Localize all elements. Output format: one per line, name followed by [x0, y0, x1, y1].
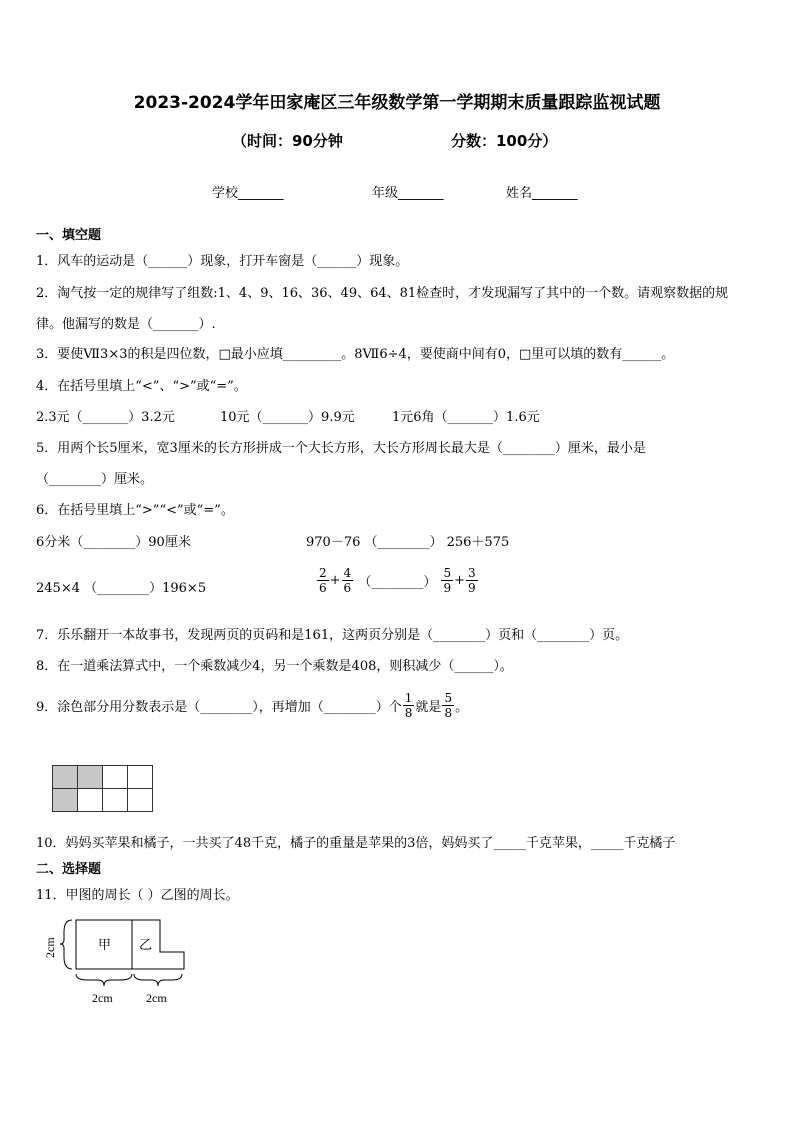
grade-field: 年级_______	[372, 186, 444, 201]
question-4-item-b: 10元（_______）9.9元	[220, 410, 355, 425]
question-8: 8．在一道乘法算式中，一个乘数减少4，另一个乘数是408，则积减少（______）。	[36, 659, 513, 674]
section-fill-blank: 一、填空题	[36, 228, 102, 243]
question-9: 9．涂色部分用分数表示是（________），再增加（________）个 $\frac{1}{8}$ 就是 $\frac{5}{8}$ 。	[36, 691, 469, 720]
question-1: 1．风车的运动是（______）现象，打开车窗是（______）现象。	[36, 254, 409, 269]
bottom-brace-2	[134, 974, 182, 986]
school-field: 学校_______	[212, 186, 284, 201]
question-3: 3．要使Ⅶ3×3的积是四位数，□最小应填_________。8Ⅶ6÷4，要使商中间有0，□里可以填的数有______。	[36, 347, 675, 362]
dim-bottom-1: 2cm	[92, 991, 113, 1005]
question-6-item-d: $\frac{2}{6}$ + $\frac{4}{6}$ （________） $\frac{5}{9}$ + $\frac{3}{9}$	[319, 566, 476, 595]
section-multiple-choice: 二、选择题	[36, 862, 102, 877]
left-brace	[60, 920, 72, 969]
label-jia: 甲	[98, 938, 112, 953]
question-6: 6．在括号里填上“>”“<”或“=”。	[36, 503, 234, 518]
exam-score: 分数：100分）	[451, 132, 558, 150]
fraction: $\frac{2}{6}$	[319, 566, 327, 595]
question-7: 7．乐乐翻开一本故事书，发现两页的页码和是161，这两页分别是（________）页和（________）页。	[36, 628, 629, 643]
question-5-line1: 5．用两个长5厘米，宽3厘米的长方形拼成一个大长方形，大长方形周长最大是（________）厘米，最小是	[36, 441, 646, 456]
bottom-brace-1	[76, 974, 132, 986]
fraction: $\frac{5}{9}$	[443, 566, 452, 595]
fraction: $\frac{1}{8}$	[404, 691, 413, 720]
exam-time: （时间：90分钟	[232, 132, 343, 150]
question-10: 10．妈妈买苹果和橘子，一共买了48千克，橘子的重量是苹果的3倍，妈妈买了_____千克苹果，_____千克橘子	[36, 836, 676, 851]
question-6-item-a: 6分米（________）90厘米	[36, 535, 191, 550]
fraction: $\frac{3}{9}$	[468, 566, 476, 595]
perimeter-figure	[36, 912, 206, 1012]
page-title: 2023-2024学年田家庵区三年级数学第一学期期末质量跟踪监视试题	[133, 93, 661, 113]
label-yi: 乙	[139, 938, 153, 953]
name-field: 姓名_______	[506, 186, 578, 201]
dim-bottom-2: 2cm	[146, 991, 167, 1005]
question-4-item-c: 1元6角（_______）1.6元	[392, 410, 540, 425]
question-11: 11．甲图的周长（ ）乙图的周长。	[36, 888, 239, 903]
question-2-line1: 2．淘气按一定的规律写了组数:1、4、9、16、36、49、64、81检查时，才发现漏写了其中的一个数。请观察数据的规	[36, 286, 729, 301]
question-6-item-c: 245×4 （________）196×5	[36, 581, 207, 596]
question-4-item-a: 2.3元（_______）3.2元	[36, 410, 175, 425]
fraction: $\frac{4}{6}$	[343, 566, 352, 595]
dim-left: 2cm	[43, 937, 57, 958]
question-2-line2: 律。他漏写的数是（_______）.	[36, 317, 216, 332]
question-5-line2: （________）厘米。	[36, 472, 154, 487]
fraction: $\frac{5}{8}$	[444, 691, 453, 720]
question-6-item-b: 970－76 （________） 256＋575	[306, 535, 510, 550]
question-4: 4．在括号里填上“<”、“>”或“=”。	[36, 379, 247, 394]
shaded-grid-figure	[52, 765, 153, 812]
